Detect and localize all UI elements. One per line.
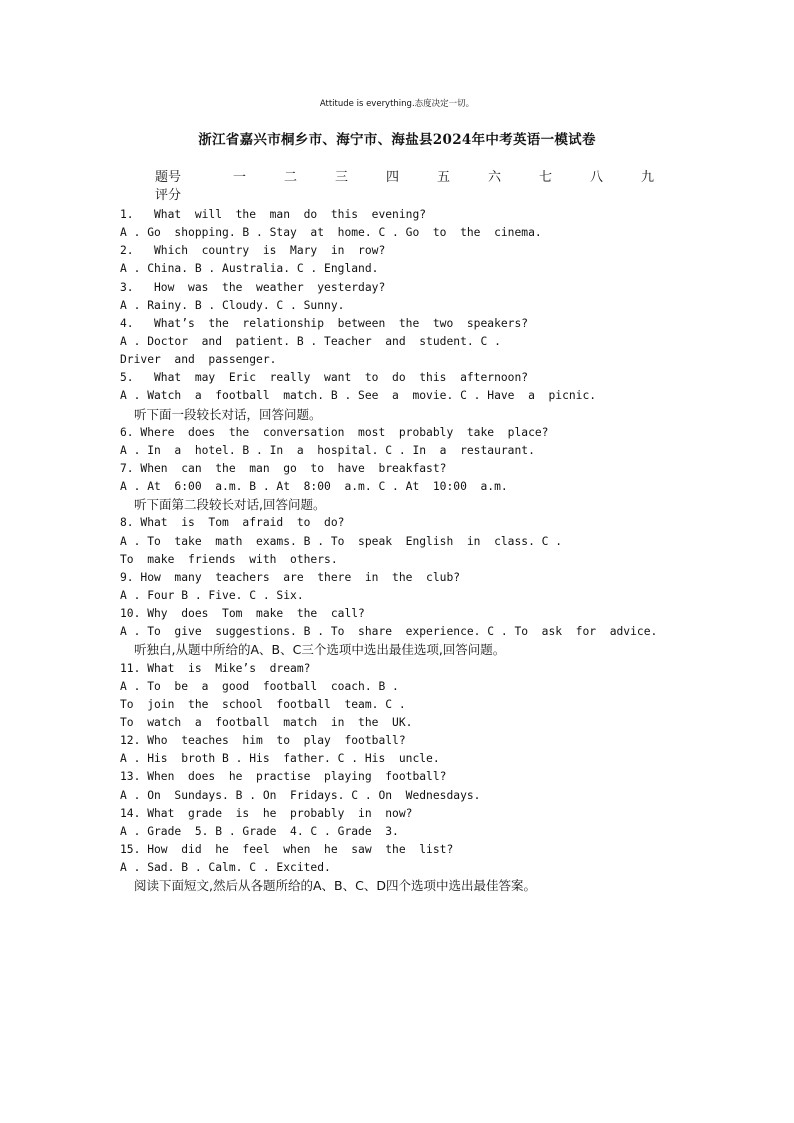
question-line: 6. Where does the conversation most probably take place? — [120, 425, 549, 439]
question-line: 7. When can the man go to have breakfast? — [120, 461, 447, 475]
row-label-score: 评分 — [155, 188, 182, 203]
column-header-3: 三 — [335, 170, 349, 185]
question-line: 2. Which country is Mary in row? — [120, 244, 386, 258]
column-header-4: 四 — [386, 170, 400, 185]
column-header-2: 二 — [284, 170, 298, 185]
options-line: A . To give suggestions. B . To share experience. C . To ask for advice. — [120, 625, 658, 639]
section-instruction: 听独白,从题中所给的A、B、C三个选项中选出最佳选项,回答问题。 — [134, 642, 506, 658]
options-line: A . On Sundays. B . On Fridays. C . On Wednesdays. — [120, 788, 481, 802]
options-line: A . In a hotel. B . In a hospital. C . In a restaurant. — [120, 443, 535, 457]
page-title: 浙江省嘉兴市桐乡市、海宁市、海盐县2024年中考英语一模试卷 — [198, 132, 596, 148]
question-line: 12. Who teaches him to play football? — [120, 734, 406, 748]
options-line: A . Four B . Five. C . Six. — [120, 588, 304, 602]
options-line: A . To be a good football coach. B . — [120, 679, 399, 693]
options-line: A . Sad. B . Calm. C . Excited. — [120, 861, 331, 875]
column-header-6: 六 — [488, 170, 502, 185]
column-header-1: 一 — [233, 170, 247, 185]
question-list — [120, 206, 720, 895]
score-table-score-row — [155, 184, 675, 202]
question-line: 11. What is Mike’s dream? — [120, 661, 311, 675]
question-line: 9. How many teachers are there in the club? — [120, 570, 461, 584]
row-label-question-number: 题号 — [155, 170, 182, 185]
question-line: 14. What grade is he probably in now? — [120, 806, 413, 820]
options-line: To make friends with others. — [120, 552, 338, 566]
column-header-5: 五 — [437, 170, 451, 185]
options-line: A . Watch a football match. B . See a movie. C . Have a picnic. — [120, 389, 597, 403]
question-line: 15. How did he feel when he saw the list? — [120, 842, 454, 856]
section-instruction: 听下面第二段较长对话,回答问题。 — [134, 497, 326, 513]
options-line: To watch a football match in the UK. — [120, 715, 413, 729]
options-line: A . His broth B . His father. C . His uncle. — [120, 752, 440, 766]
question-line: 5. What may Eric really want to do this afternoon? — [120, 371, 529, 385]
options-line: Driver and passenger. — [120, 353, 277, 367]
score-table — [155, 166, 675, 202]
options-line: A . Go shopping. B . Stay at home. C . Go to the cinema. — [120, 226, 542, 240]
options-line: A . Grade 5. B . Grade 4. C . Grade 3. — [120, 824, 399, 838]
question-line: 3. How was the weather yesterday? — [120, 280, 386, 294]
options-line: A . At 6:00 a.m. B . At 8:00 a.m. C . At 10:00 a.m. — [120, 480, 508, 494]
options-line: A . Rainy. B . Cloudy. C . Sunny. — [120, 298, 345, 312]
section-instruction: 阅读下面短文,然后从各题所给的A、B、C、D四个选项中选出最佳答案。 — [134, 878, 536, 894]
question-line: 4. What’s the relationship between the two speakers? — [120, 316, 529, 330]
options-line: A . China. B . Australia. C . England. — [120, 262, 379, 276]
header-note: Attitude is everything.态度决定一切。 — [319, 99, 475, 109]
question-line: 13. When does he practise playing football? — [120, 770, 447, 784]
section-instruction: 听下面一段较长对话，回答问题。 — [134, 406, 322, 422]
column-header-7: 七 — [539, 170, 553, 185]
column-header-9: 九 — [641, 170, 655, 185]
options-line: A . Doctor and patient. B . Teacher and student. C . — [120, 334, 501, 348]
column-header-8: 八 — [590, 170, 604, 185]
question-line: 10. Why does Tom make the call? — [120, 607, 365, 621]
options-line: A . To take math exams. B . To speak English in class. C . — [120, 534, 563, 548]
options-line: To join the school football team. C . — [120, 697, 406, 711]
question-line: 1. What will the man do this evening? — [120, 208, 427, 221]
score-table-header-row — [155, 166, 675, 184]
question-line: 8. What is Tom afraid to do? — [120, 516, 345, 530]
